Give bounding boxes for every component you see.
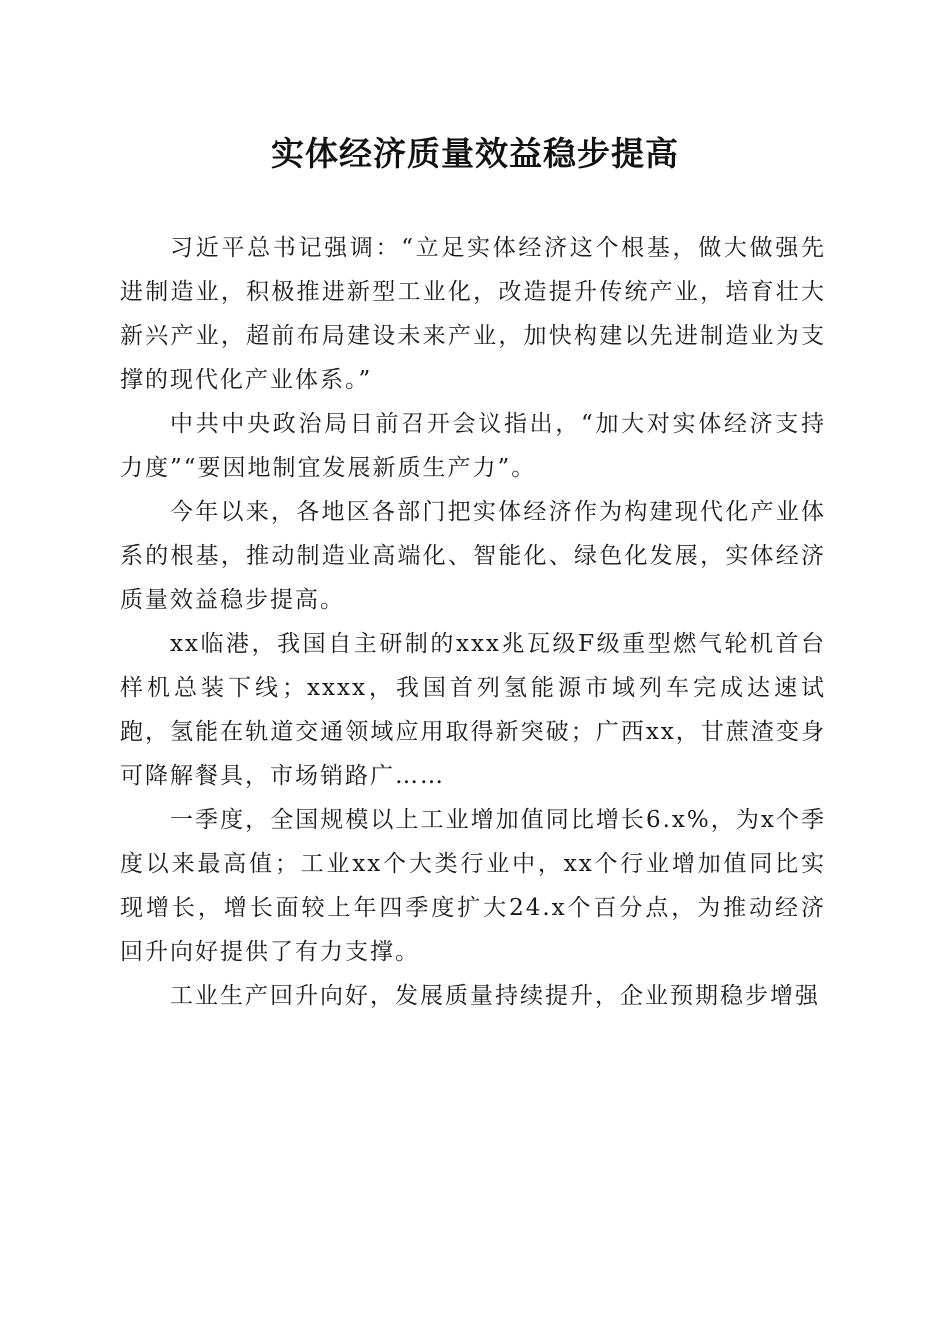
document-title: 实体经济质量效益稳步提高 (271, 134, 679, 173)
paragraph: 中共中央政治局日前召开会议指出，“加大对实体经济支持力度”“要因地制宜发展新质生产力”。 (120, 411, 826, 481)
paragraph: 一季度，全国规模以上工业增加值同比增长6.x%，为x个季度以来最高值；工业xx个大类行业中，xx个行业增加值同比实现增长，增长面较上年四季度扩大24.x个百分点，为推动经济回升向好提供了有力支撑。 (120, 807, 826, 965)
paragraph: 习近平总书记强调：“立足实体经济这个根基，做大做强先进制造业，积极推进新型工业化，改造提升传统产业，培育壮大新兴产业，超前布局建设未来产业，加快构建以先进制造业为支撑的现代化产业体系。” (120, 235, 826, 393)
paragraph: xx临港，我国自主研制的xxx兆瓦级F级重型燃气轮机首台样机总装下线；xxxx，我国首列氢能源市域列车完成达速试跑，氢能在轨道交通领域应用取得新突破；广西xx，甘蔗渣变身可降解餐具，市场销路广…… (120, 631, 826, 789)
paragraph: 今年以来，各地区各部门把实体经济作为构建现代化产业体系的根基，推动制造业高端化、智能化、绿色化发展，实体经济质量效益稳步提高。 (120, 499, 826, 613)
paragraph: 工业生产回升向好，发展质量持续提升，企业预期稳步增强 (170, 983, 820, 1009)
document-body (120, 226, 826, 1018)
